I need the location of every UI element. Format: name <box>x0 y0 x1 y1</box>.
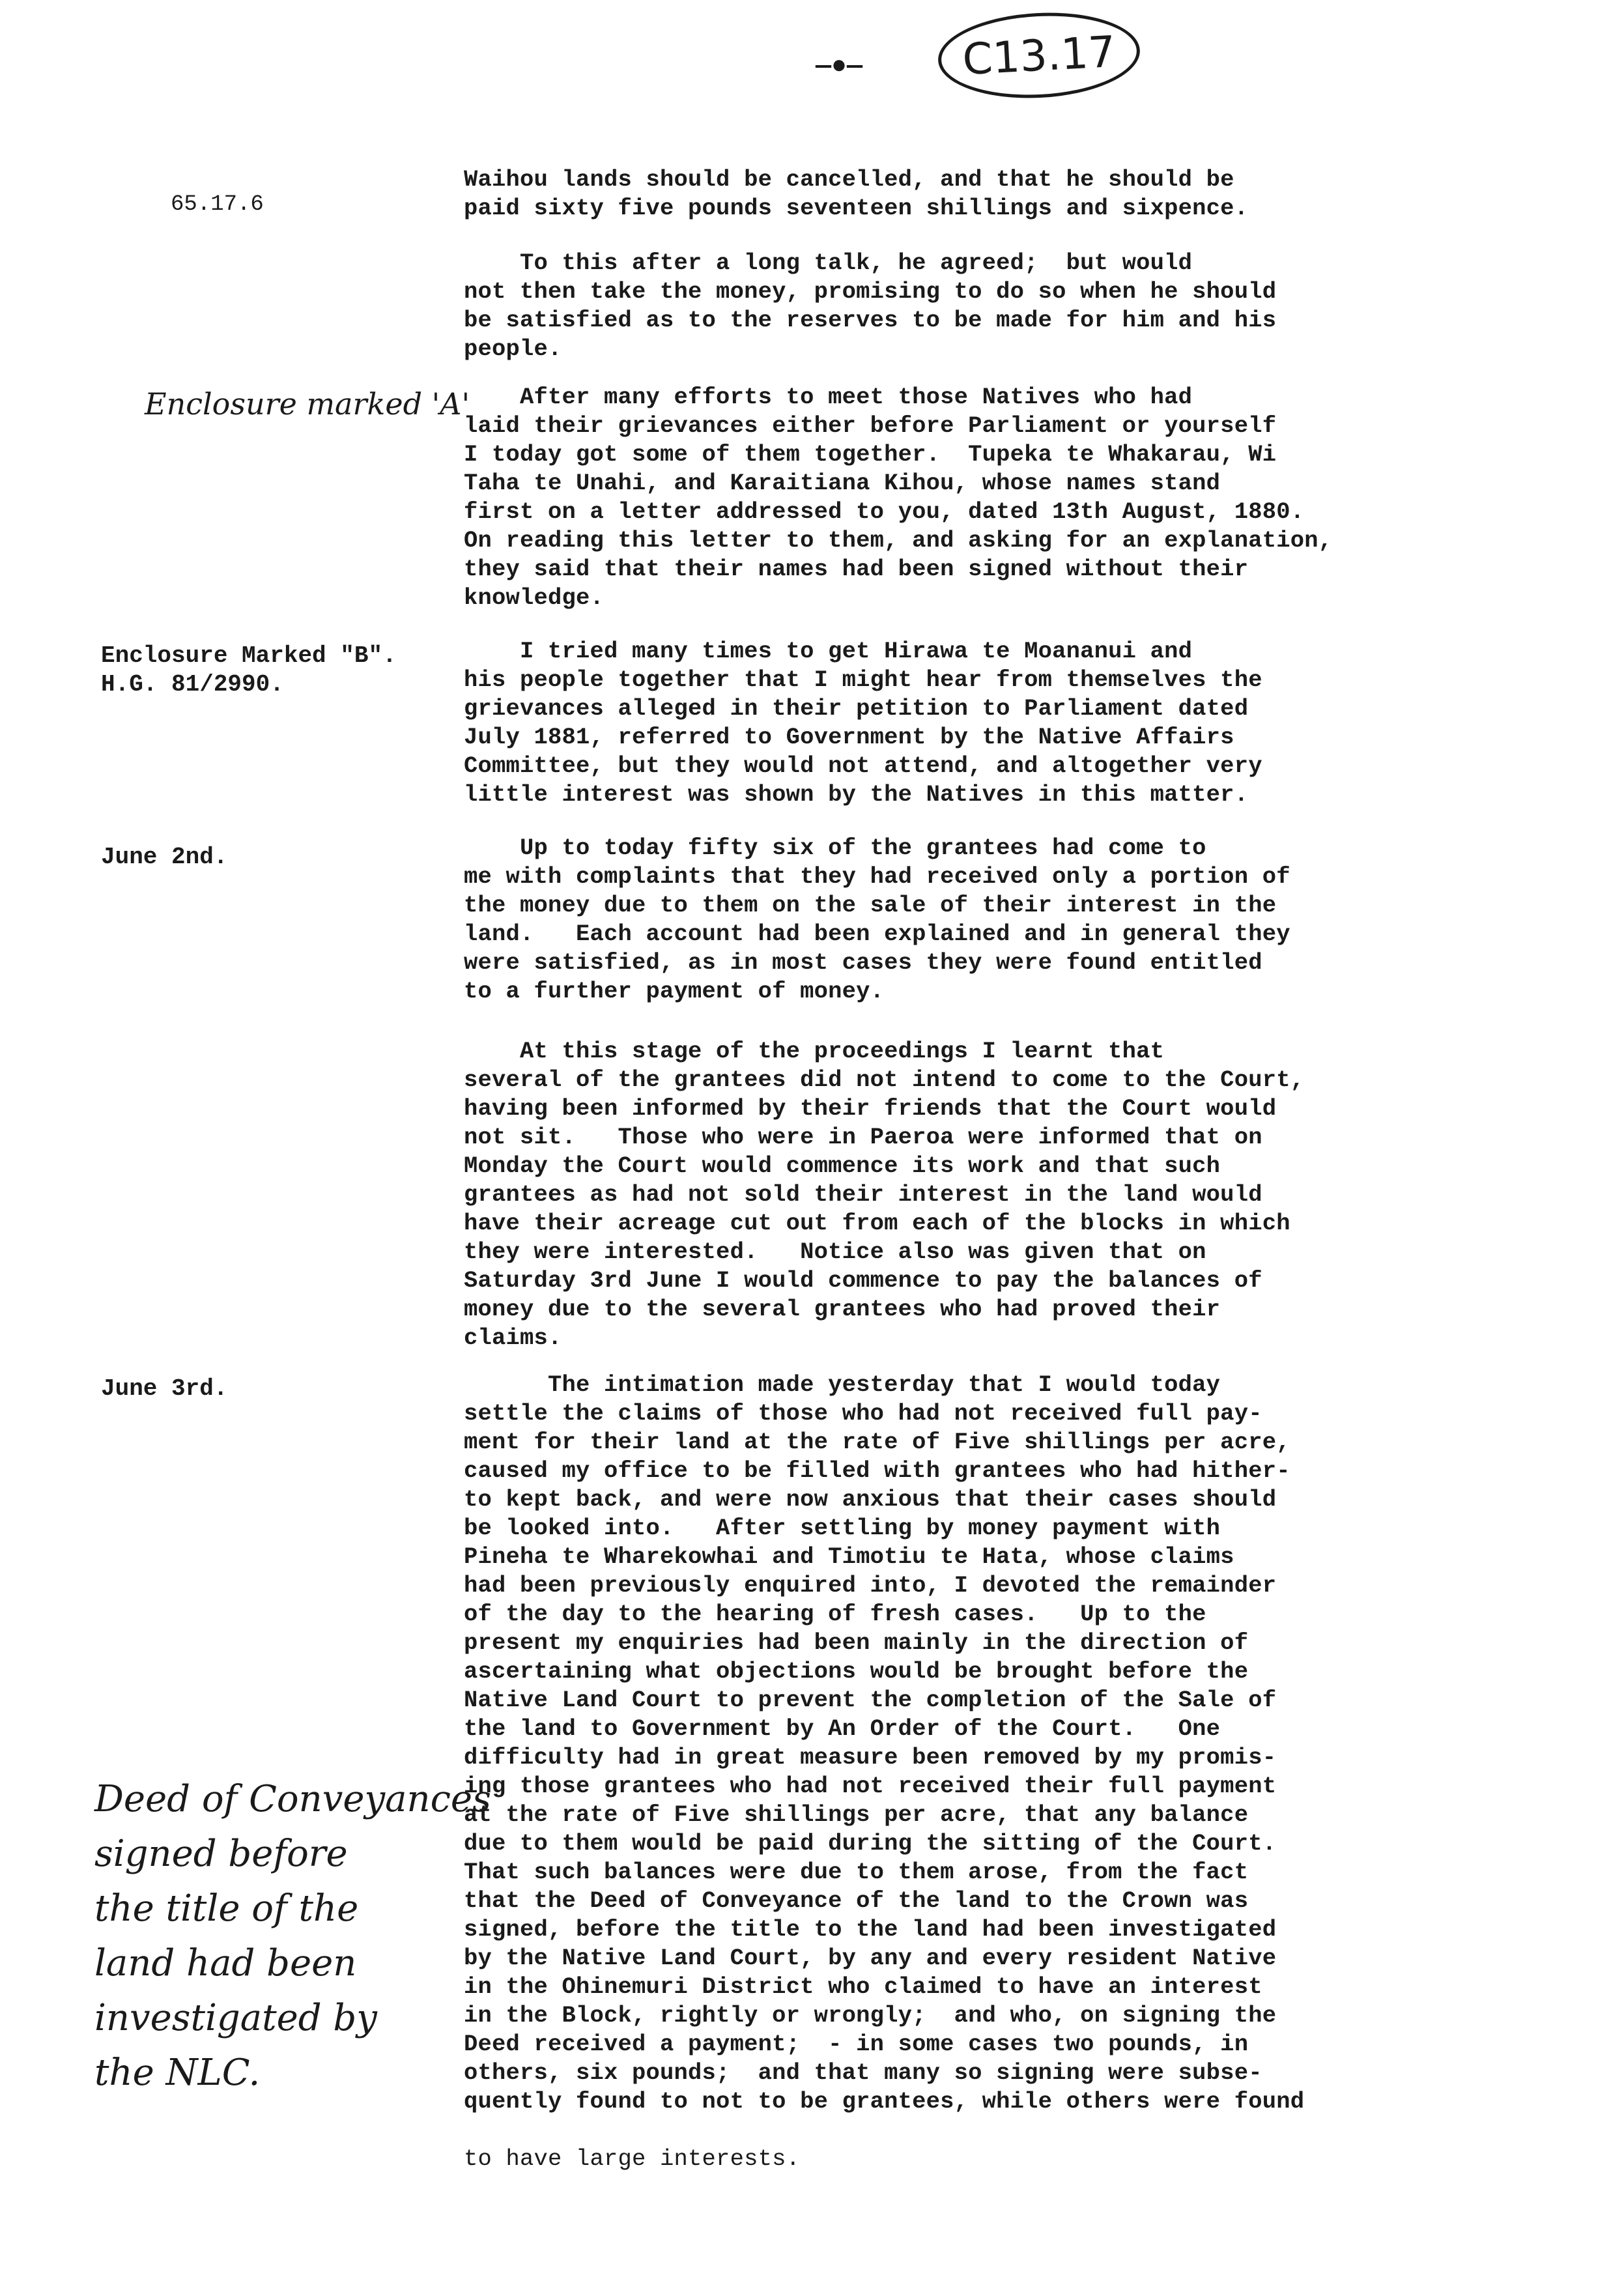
margin-date-june-3: June 3rd. <box>101 1375 228 1402</box>
margin-amount: 65.17.6 <box>171 192 264 217</box>
paragraph-8: to have large interests. <box>464 2145 801 2172</box>
page-number-circled <box>936 8 1142 103</box>
margin-handwritten-note: Deed of Conveyances signed before the title of the land had been investigated by the NLC. <box>94 1778 491 2094</box>
paragraph-4: I tried many times to get Hirawa te Moananui and his people together that I might hear from themselves the grievances alleged in their petition to Parliament dated July 1881, referred to Government by the Native Affairs Committee, but they would not attend, and altogether very little interest was shown by the Natives in this matter. <box>464 638 1262 808</box>
header-mark: —●— <box>816 52 863 81</box>
paragraph-1: Waihou lands should be cancelled, and that he should be paid sixty five pounds seventeen shillings and sixpence. <box>464 166 1249 222</box>
paragraph-7: The intimation made yesterday that I would today settle the claims of those who had not received full pay- ment for their land at the rate of Five shillings per acre, caused my office to be filled with grantees who had hither- to kept back, and were now anxious that their cases should be looked into. After settling by money payment with Pineha te Wharekowhai and Timotiu te Hata, whose claims had been previously enquired into, I devoted the remainder of the day to the hearing of fresh cases. Up to the present my enquiries had been mainly in the direction of ascertaining what objections would be brought before the Native Land Court to prevent the completion of the Sale of the land to Government by An Order of the Court. One difficulty had in great measure been removed by my promis- ing those grantees who had not received their full payment at the rate of Five shillings per acre, that any balance due to them would be paid during the sitting of the Court. That such balances were due to them arose, from the fact that the Deed of Conveyance of the land to the Crown was signed, before the title to the land had been investigated by the Native Land Court, by any and every resident Native in the Ohinemuri District who claimed to have an interest in the Block, rightly or wrongly; and who, on signing the Deed received a payment; - in some cases two pounds, in others, six pounds; and that many so signing were subse- quently found to not to be grantees, while others were found <box>464 1371 1305 2115</box>
margin-enclosure-b: Enclosure Marked "B". H.G. 81/2990. <box>101 642 397 698</box>
paragraph-5: Up to today fifty six of the grantees had come to me with complaints that they had received only a portion of the money due to them on the sale of their interest in the land. Each account had been explained and in general they were satisfied, as in most cases they were found entitled to a further payment of money. <box>464 835 1290 1005</box>
margin-enclosure-a: Enclosure marked 'A' <box>145 386 470 422</box>
page-number: C13.17 <box>961 26 1117 85</box>
margin-date-june-2: June 2nd. <box>101 844 228 870</box>
paragraph-2: To this after a long talk, he agreed; but would not then take the money, promising to do so when he should be satisfied as to the reserves to be made for him and his people. <box>464 250 1277 362</box>
paragraph-6: At this stage of the proceedings I learnt that several of the grantees did not intend to come to the Court, having been informed by their friends that the Court would not sit. Those who were in Paeroa were informed that on Monday the Court would commence its work and that such grantees as had not sold their interest in the land would have their acreage cut out from each of the blocks in which they were interested. Notice also was given that on Saturday 3rd June I would commence to pay the balances of money due to the several grantees who had proved their claims. <box>464 1038 1305 1351</box>
paragraph-3: After many efforts to meet those Natives who had laid their grievances either before Parliament or yourself I today got some of them together. Tupeka te Whakarau, Wi Taha te Unahi, and Karaitiana Kihou, whose names stand first on a letter addressed to you, dated 13th August, 1880. On reading this letter to them, and asking for an explanation, they said that their names had been signed without their knowledge. <box>464 384 1333 611</box>
